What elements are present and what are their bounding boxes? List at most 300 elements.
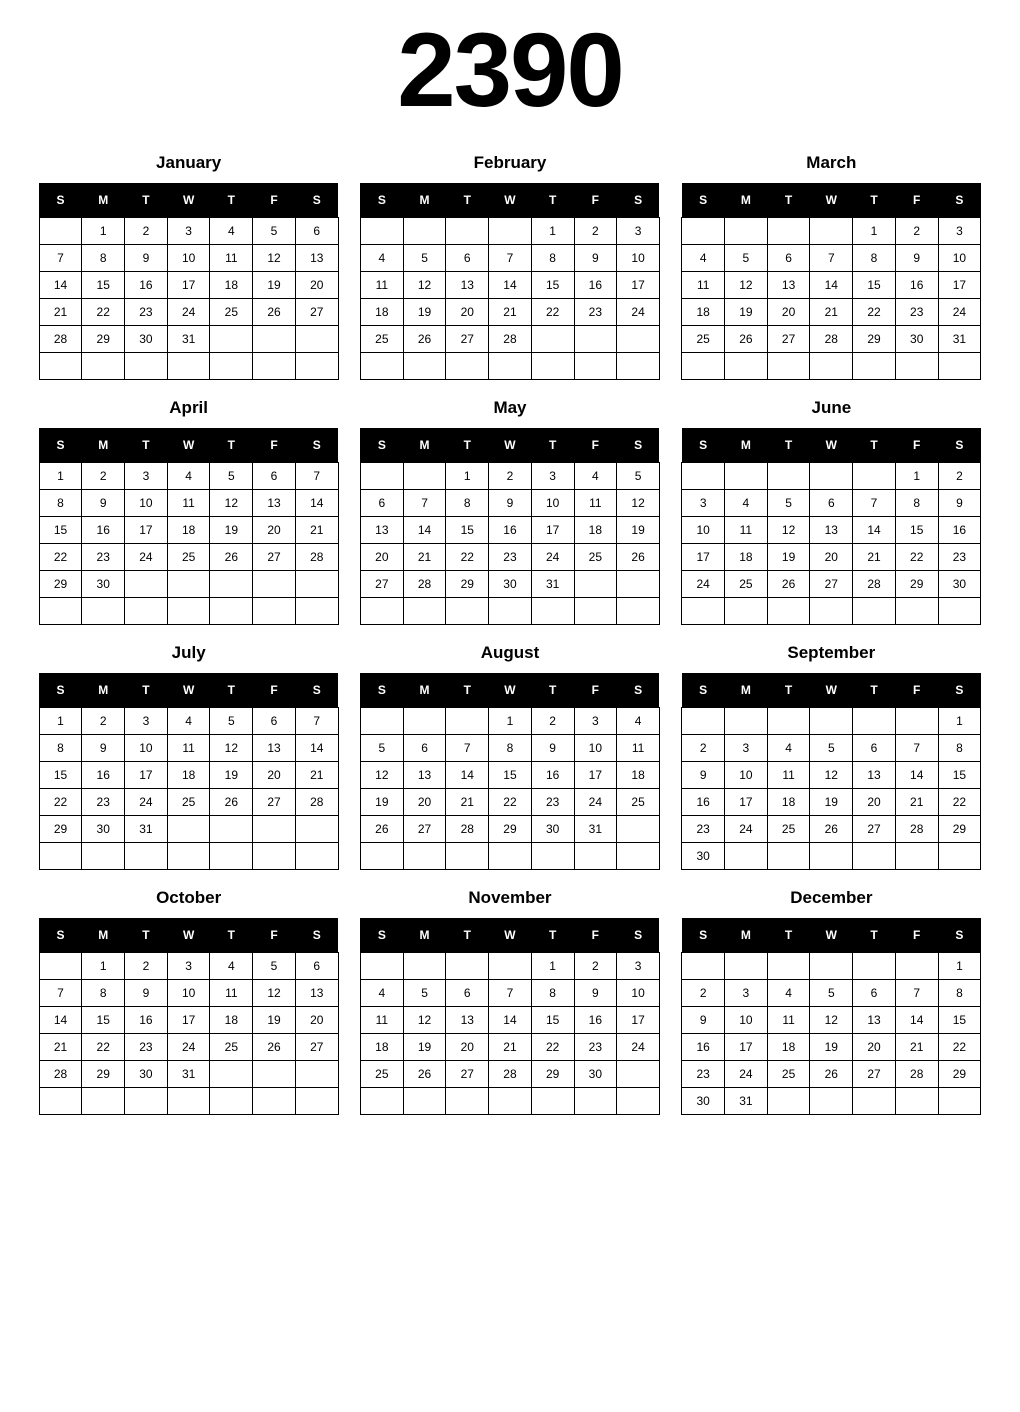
day-cell[interactable]: 16 xyxy=(574,272,617,299)
day-cell[interactable]: 14 xyxy=(489,272,532,299)
day-cell[interactable]: 3 xyxy=(617,953,660,980)
day-cell[interactable]: 18 xyxy=(725,544,768,571)
day-cell[interactable]: 8 xyxy=(489,735,532,762)
day-cell[interactable]: 4 xyxy=(767,980,810,1007)
day-cell[interactable]: 9 xyxy=(574,980,617,1007)
day-cell[interactable]: 13 xyxy=(853,762,896,789)
day-cell[interactable]: 19 xyxy=(253,272,296,299)
day-cell[interactable]: 10 xyxy=(725,1007,768,1034)
day-cell[interactable]: 11 xyxy=(767,1007,810,1034)
day-cell[interactable]: 3 xyxy=(167,953,210,980)
day-cell[interactable]: 2 xyxy=(682,735,725,762)
day-cell[interactable]: 4 xyxy=(767,735,810,762)
day-cell[interactable]: 19 xyxy=(360,789,403,816)
day-cell[interactable]: 19 xyxy=(617,517,660,544)
day-cell[interactable]: 22 xyxy=(853,299,896,326)
day-cell[interactable]: 25 xyxy=(767,1061,810,1088)
day-cell[interactable]: 20 xyxy=(767,299,810,326)
day-cell[interactable]: 8 xyxy=(39,490,82,517)
day-cell[interactable]: 16 xyxy=(531,762,574,789)
day-cell[interactable]: 18 xyxy=(210,1007,253,1034)
day-cell[interactable]: 7 xyxy=(810,245,853,272)
day-cell[interactable]: 19 xyxy=(253,1007,296,1034)
day-cell[interactable]: 29 xyxy=(531,1061,574,1088)
day-cell[interactable]: 7 xyxy=(853,490,896,517)
day-cell[interactable]: 10 xyxy=(617,980,660,1007)
day-cell[interactable]: 2 xyxy=(895,218,938,245)
day-cell[interactable]: 28 xyxy=(39,1061,82,1088)
day-cell[interactable]: 28 xyxy=(810,326,853,353)
day-cell[interactable]: 10 xyxy=(125,735,168,762)
day-cell[interactable]: 25 xyxy=(360,1061,403,1088)
day-cell[interactable]: 15 xyxy=(446,517,489,544)
day-cell[interactable]: 5 xyxy=(810,735,853,762)
day-cell[interactable]: 24 xyxy=(617,299,660,326)
day-cell[interactable]: 20 xyxy=(810,544,853,571)
day-cell[interactable]: 24 xyxy=(125,789,168,816)
day-cell[interactable]: 5 xyxy=(253,218,296,245)
day-cell[interactable]: 23 xyxy=(895,299,938,326)
day-cell[interactable]: 13 xyxy=(253,490,296,517)
day-cell[interactable]: 24 xyxy=(725,1061,768,1088)
day-cell[interactable]: 4 xyxy=(210,953,253,980)
day-cell[interactable]: 28 xyxy=(295,544,338,571)
day-cell[interactable]: 29 xyxy=(938,1061,981,1088)
day-cell[interactable]: 7 xyxy=(39,245,82,272)
day-cell[interactable]: 7 xyxy=(895,980,938,1007)
day-cell[interactable]: 25 xyxy=(210,299,253,326)
day-cell[interactable]: 12 xyxy=(725,272,768,299)
day-cell[interactable]: 15 xyxy=(895,517,938,544)
day-cell[interactable]: 14 xyxy=(446,762,489,789)
day-cell[interactable]: 3 xyxy=(531,463,574,490)
day-cell[interactable]: 6 xyxy=(853,735,896,762)
day-cell[interactable]: 10 xyxy=(725,762,768,789)
day-cell[interactable]: 24 xyxy=(617,1034,660,1061)
day-cell[interactable]: 4 xyxy=(167,708,210,735)
day-cell[interactable]: 24 xyxy=(531,544,574,571)
day-cell[interactable]: 28 xyxy=(489,326,532,353)
day-cell[interactable]: 13 xyxy=(853,1007,896,1034)
day-cell[interactable]: 1 xyxy=(39,708,82,735)
day-cell[interactable]: 23 xyxy=(682,1061,725,1088)
day-cell[interactable]: 13 xyxy=(810,517,853,544)
day-cell[interactable]: 15 xyxy=(489,762,532,789)
day-cell[interactable]: 2 xyxy=(682,980,725,1007)
day-cell[interactable]: 27 xyxy=(767,326,810,353)
day-cell[interactable]: 1 xyxy=(895,463,938,490)
day-cell[interactable]: 19 xyxy=(810,1034,853,1061)
day-cell[interactable]: 24 xyxy=(938,299,981,326)
day-cell[interactable]: 20 xyxy=(853,1034,896,1061)
day-cell[interactable]: 18 xyxy=(210,272,253,299)
day-cell[interactable]: 14 xyxy=(39,1007,82,1034)
day-cell[interactable]: 19 xyxy=(725,299,768,326)
day-cell[interactable]: 26 xyxy=(210,789,253,816)
day-cell[interactable]: 17 xyxy=(682,544,725,571)
day-cell[interactable]: 3 xyxy=(574,708,617,735)
day-cell[interactable]: 1 xyxy=(938,953,981,980)
day-cell[interactable]: 15 xyxy=(938,1007,981,1034)
day-cell[interactable]: 9 xyxy=(574,245,617,272)
day-cell[interactable]: 17 xyxy=(617,1007,660,1034)
day-cell[interactable]: 4 xyxy=(617,708,660,735)
day-cell[interactable]: 13 xyxy=(446,1007,489,1034)
day-cell[interactable]: 6 xyxy=(446,245,489,272)
day-cell[interactable]: 27 xyxy=(403,816,446,843)
day-cell[interactable]: 2 xyxy=(938,463,981,490)
day-cell[interactable]: 19 xyxy=(403,1034,446,1061)
day-cell[interactable]: 29 xyxy=(446,571,489,598)
day-cell[interactable]: 5 xyxy=(810,980,853,1007)
day-cell[interactable]: 27 xyxy=(253,789,296,816)
day-cell[interactable]: 3 xyxy=(725,735,768,762)
day-cell[interactable]: 12 xyxy=(810,1007,853,1034)
day-cell[interactable]: 8 xyxy=(938,735,981,762)
day-cell[interactable]: 16 xyxy=(82,517,125,544)
day-cell[interactable]: 11 xyxy=(617,735,660,762)
day-cell[interactable]: 14 xyxy=(895,762,938,789)
day-cell[interactable]: 22 xyxy=(39,544,82,571)
day-cell[interactable]: 27 xyxy=(295,1034,338,1061)
day-cell[interactable]: 9 xyxy=(125,245,168,272)
day-cell[interactable]: 8 xyxy=(853,245,896,272)
day-cell[interactable]: 15 xyxy=(938,762,981,789)
day-cell[interactable]: 16 xyxy=(682,1034,725,1061)
day-cell[interactable]: 6 xyxy=(810,490,853,517)
day-cell[interactable]: 20 xyxy=(295,1007,338,1034)
day-cell[interactable]: 15 xyxy=(531,1007,574,1034)
day-cell[interactable]: 8 xyxy=(446,490,489,517)
day-cell[interactable]: 23 xyxy=(574,299,617,326)
day-cell[interactable]: 1 xyxy=(446,463,489,490)
day-cell[interactable]: 25 xyxy=(725,571,768,598)
day-cell[interactable]: 27 xyxy=(253,544,296,571)
day-cell[interactable]: 17 xyxy=(167,272,210,299)
day-cell[interactable]: 16 xyxy=(895,272,938,299)
day-cell[interactable]: 5 xyxy=(767,490,810,517)
day-cell[interactable]: 23 xyxy=(938,544,981,571)
day-cell[interactable]: 21 xyxy=(39,1034,82,1061)
day-cell[interactable]: 6 xyxy=(253,463,296,490)
day-cell[interactable]: 10 xyxy=(531,490,574,517)
day-cell[interactable]: 15 xyxy=(853,272,896,299)
day-cell[interactable]: 3 xyxy=(682,490,725,517)
day-cell[interactable]: 5 xyxy=(210,463,253,490)
day-cell[interactable]: 14 xyxy=(39,272,82,299)
day-cell[interactable]: 11 xyxy=(360,272,403,299)
day-cell[interactable]: 17 xyxy=(725,789,768,816)
day-cell[interactable]: 21 xyxy=(446,789,489,816)
day-cell[interactable]: 22 xyxy=(82,299,125,326)
day-cell[interactable]: 7 xyxy=(489,980,532,1007)
day-cell[interactable]: 22 xyxy=(938,789,981,816)
day-cell[interactable]: 14 xyxy=(295,735,338,762)
day-cell[interactable]: 6 xyxy=(253,708,296,735)
day-cell[interactable]: 14 xyxy=(295,490,338,517)
day-cell[interactable]: 22 xyxy=(895,544,938,571)
day-cell[interactable]: 8 xyxy=(531,245,574,272)
day-cell[interactable]: 18 xyxy=(767,1034,810,1061)
day-cell[interactable]: 2 xyxy=(82,463,125,490)
day-cell[interactable]: 26 xyxy=(617,544,660,571)
day-cell[interactable]: 31 xyxy=(531,571,574,598)
day-cell[interactable]: 9 xyxy=(125,980,168,1007)
day-cell[interactable]: 6 xyxy=(446,980,489,1007)
day-cell[interactable]: 28 xyxy=(39,326,82,353)
day-cell[interactable]: 23 xyxy=(125,1034,168,1061)
day-cell[interactable]: 28 xyxy=(446,816,489,843)
day-cell[interactable]: 2 xyxy=(125,953,168,980)
day-cell[interactable]: 13 xyxy=(295,245,338,272)
day-cell[interactable]: 6 xyxy=(853,980,896,1007)
day-cell[interactable]: 26 xyxy=(403,1061,446,1088)
day-cell[interactable]: 30 xyxy=(895,326,938,353)
day-cell[interactable]: 26 xyxy=(810,1061,853,1088)
day-cell[interactable]: 20 xyxy=(403,789,446,816)
day-cell[interactable]: 5 xyxy=(617,463,660,490)
day-cell[interactable]: 21 xyxy=(489,1034,532,1061)
day-cell[interactable]: 30 xyxy=(531,816,574,843)
day-cell[interactable]: 12 xyxy=(210,735,253,762)
day-cell[interactable]: 11 xyxy=(210,980,253,1007)
day-cell[interactable]: 16 xyxy=(489,517,532,544)
day-cell[interactable]: 9 xyxy=(82,490,125,517)
day-cell[interactable]: 17 xyxy=(617,272,660,299)
day-cell[interactable]: 30 xyxy=(682,843,725,870)
day-cell[interactable]: 9 xyxy=(682,1007,725,1034)
day-cell[interactable]: 24 xyxy=(682,571,725,598)
day-cell[interactable]: 25 xyxy=(682,326,725,353)
day-cell[interactable]: 4 xyxy=(210,218,253,245)
day-cell[interactable]: 24 xyxy=(725,816,768,843)
day-cell[interactable]: 31 xyxy=(574,816,617,843)
day-cell[interactable]: 11 xyxy=(682,272,725,299)
day-cell[interactable]: 5 xyxy=(360,735,403,762)
day-cell[interactable]: 29 xyxy=(853,326,896,353)
day-cell[interactable]: 8 xyxy=(895,490,938,517)
day-cell[interactable]: 22 xyxy=(489,789,532,816)
day-cell[interactable]: 12 xyxy=(767,517,810,544)
day-cell[interactable]: 14 xyxy=(895,1007,938,1034)
day-cell[interactable]: 27 xyxy=(360,571,403,598)
day-cell[interactable]: 5 xyxy=(253,953,296,980)
day-cell[interactable]: 29 xyxy=(895,571,938,598)
day-cell[interactable]: 30 xyxy=(489,571,532,598)
day-cell[interactable]: 10 xyxy=(682,517,725,544)
day-cell[interactable]: 6 xyxy=(767,245,810,272)
day-cell[interactable]: 26 xyxy=(210,544,253,571)
day-cell[interactable]: 30 xyxy=(682,1088,725,1115)
day-cell[interactable]: 12 xyxy=(253,245,296,272)
day-cell[interactable]: 14 xyxy=(489,1007,532,1034)
day-cell[interactable]: 15 xyxy=(82,1007,125,1034)
day-cell[interactable]: 2 xyxy=(531,708,574,735)
day-cell[interactable]: 7 xyxy=(39,980,82,1007)
day-cell[interactable]: 25 xyxy=(167,544,210,571)
day-cell[interactable]: 13 xyxy=(403,762,446,789)
day-cell[interactable]: 7 xyxy=(295,708,338,735)
day-cell[interactable]: 12 xyxy=(360,762,403,789)
day-cell[interactable]: 13 xyxy=(767,272,810,299)
day-cell[interactable]: 16 xyxy=(125,272,168,299)
day-cell[interactable]: 16 xyxy=(574,1007,617,1034)
day-cell[interactable]: 1 xyxy=(82,953,125,980)
day-cell[interactable]: 17 xyxy=(125,762,168,789)
day-cell[interactable]: 1 xyxy=(82,218,125,245)
day-cell[interactable]: 20 xyxy=(853,789,896,816)
day-cell[interactable]: 11 xyxy=(167,490,210,517)
day-cell[interactable]: 10 xyxy=(617,245,660,272)
day-cell[interactable]: 14 xyxy=(853,517,896,544)
day-cell[interactable]: 4 xyxy=(360,980,403,1007)
day-cell[interactable]: 10 xyxy=(125,490,168,517)
day-cell[interactable]: 23 xyxy=(574,1034,617,1061)
day-cell[interactable]: 19 xyxy=(767,544,810,571)
day-cell[interactable]: 7 xyxy=(489,245,532,272)
day-cell[interactable]: 6 xyxy=(360,490,403,517)
day-cell[interactable]: 8 xyxy=(82,980,125,1007)
day-cell[interactable]: 26 xyxy=(725,326,768,353)
day-cell[interactable]: 29 xyxy=(82,1061,125,1088)
day-cell[interactable]: 30 xyxy=(82,571,125,598)
day-cell[interactable]: 13 xyxy=(446,272,489,299)
day-cell[interactable]: 3 xyxy=(725,980,768,1007)
day-cell[interactable]: 14 xyxy=(810,272,853,299)
day-cell[interactable]: 6 xyxy=(295,953,338,980)
day-cell[interactable]: 18 xyxy=(360,299,403,326)
day-cell[interactable]: 5 xyxy=(210,708,253,735)
day-cell[interactable]: 18 xyxy=(360,1034,403,1061)
day-cell[interactable]: 9 xyxy=(938,490,981,517)
day-cell[interactable]: 9 xyxy=(489,490,532,517)
day-cell[interactable]: 20 xyxy=(253,517,296,544)
day-cell[interactable]: 17 xyxy=(938,272,981,299)
day-cell[interactable]: 21 xyxy=(895,1034,938,1061)
day-cell[interactable]: 22 xyxy=(938,1034,981,1061)
day-cell[interactable]: 30 xyxy=(938,571,981,598)
day-cell[interactable]: 28 xyxy=(489,1061,532,1088)
day-cell[interactable]: 18 xyxy=(682,299,725,326)
day-cell[interactable]: 23 xyxy=(82,544,125,571)
day-cell[interactable]: 22 xyxy=(531,1034,574,1061)
day-cell[interactable]: 31 xyxy=(167,1061,210,1088)
day-cell[interactable]: 22 xyxy=(82,1034,125,1061)
day-cell[interactable]: 21 xyxy=(489,299,532,326)
day-cell[interactable]: 7 xyxy=(895,735,938,762)
day-cell[interactable]: 31 xyxy=(167,326,210,353)
day-cell[interactable]: 9 xyxy=(531,735,574,762)
day-cell[interactable]: 14 xyxy=(403,517,446,544)
day-cell[interactable]: 4 xyxy=(725,490,768,517)
day-cell[interactable]: 24 xyxy=(125,544,168,571)
day-cell[interactable]: 27 xyxy=(853,816,896,843)
day-cell[interactable]: 8 xyxy=(531,980,574,1007)
day-cell[interactable]: 21 xyxy=(810,299,853,326)
day-cell[interactable]: 23 xyxy=(125,299,168,326)
day-cell[interactable]: 7 xyxy=(403,490,446,517)
day-cell[interactable]: 12 xyxy=(403,1007,446,1034)
day-cell[interactable]: 19 xyxy=(810,789,853,816)
day-cell[interactable]: 21 xyxy=(895,789,938,816)
day-cell[interactable]: 22 xyxy=(446,544,489,571)
day-cell[interactable]: 19 xyxy=(210,762,253,789)
day-cell[interactable]: 16 xyxy=(82,762,125,789)
day-cell[interactable]: 8 xyxy=(39,735,82,762)
day-cell[interactable]: 3 xyxy=(167,218,210,245)
day-cell[interactable]: 26 xyxy=(253,1034,296,1061)
day-cell[interactable]: 20 xyxy=(295,272,338,299)
day-cell[interactable]: 27 xyxy=(853,1061,896,1088)
day-cell[interactable]: 16 xyxy=(682,789,725,816)
day-cell[interactable]: 22 xyxy=(39,789,82,816)
day-cell[interactable]: 19 xyxy=(403,299,446,326)
day-cell[interactable]: 17 xyxy=(167,1007,210,1034)
day-cell[interactable]: 25 xyxy=(767,816,810,843)
day-cell[interactable]: 5 xyxy=(403,980,446,1007)
day-cell[interactable]: 20 xyxy=(253,762,296,789)
day-cell[interactable]: 27 xyxy=(295,299,338,326)
day-cell[interactable]: 19 xyxy=(210,517,253,544)
day-cell[interactable]: 26 xyxy=(767,571,810,598)
day-cell[interactable]: 15 xyxy=(39,517,82,544)
day-cell[interactable]: 5 xyxy=(725,245,768,272)
day-cell[interactable]: 26 xyxy=(253,299,296,326)
day-cell[interactable]: 13 xyxy=(253,735,296,762)
day-cell[interactable]: 12 xyxy=(210,490,253,517)
day-cell[interactable]: 2 xyxy=(574,953,617,980)
day-cell[interactable]: 23 xyxy=(682,816,725,843)
day-cell[interactable]: 3 xyxy=(938,218,981,245)
day-cell[interactable]: 28 xyxy=(895,816,938,843)
day-cell[interactable]: 25 xyxy=(617,789,660,816)
day-cell[interactable]: 15 xyxy=(39,762,82,789)
day-cell[interactable]: 3 xyxy=(125,463,168,490)
day-cell[interactable]: 7 xyxy=(446,735,489,762)
day-cell[interactable]: 8 xyxy=(82,245,125,272)
day-cell[interactable]: 15 xyxy=(531,272,574,299)
day-cell[interactable]: 10 xyxy=(938,245,981,272)
day-cell[interactable]: 12 xyxy=(810,762,853,789)
day-cell[interactable]: 10 xyxy=(167,245,210,272)
day-cell[interactable]: 31 xyxy=(125,816,168,843)
day-cell[interactable]: 6 xyxy=(403,735,446,762)
day-cell[interactable]: 27 xyxy=(810,571,853,598)
day-cell[interactable]: 3 xyxy=(125,708,168,735)
day-cell[interactable]: 11 xyxy=(360,1007,403,1034)
day-cell[interactable]: 5 xyxy=(403,245,446,272)
day-cell[interactable]: 12 xyxy=(403,272,446,299)
day-cell[interactable]: 11 xyxy=(210,245,253,272)
day-cell[interactable]: 9 xyxy=(82,735,125,762)
day-cell[interactable]: 25 xyxy=(210,1034,253,1061)
day-cell[interactable]: 21 xyxy=(295,517,338,544)
day-cell[interactable]: 12 xyxy=(617,490,660,517)
day-cell[interactable]: 15 xyxy=(82,272,125,299)
day-cell[interactable]: 31 xyxy=(938,326,981,353)
day-cell[interactable]: 28 xyxy=(295,789,338,816)
day-cell[interactable]: 10 xyxy=(574,735,617,762)
day-cell[interactable]: 24 xyxy=(574,789,617,816)
day-cell[interactable]: 29 xyxy=(39,571,82,598)
day-cell[interactable]: 20 xyxy=(446,1034,489,1061)
day-cell[interactable]: 9 xyxy=(682,762,725,789)
day-cell[interactable]: 2 xyxy=(574,218,617,245)
day-cell[interactable]: 4 xyxy=(574,463,617,490)
day-cell[interactable]: 1 xyxy=(531,218,574,245)
day-cell[interactable]: 17 xyxy=(531,517,574,544)
day-cell[interactable]: 11 xyxy=(767,762,810,789)
